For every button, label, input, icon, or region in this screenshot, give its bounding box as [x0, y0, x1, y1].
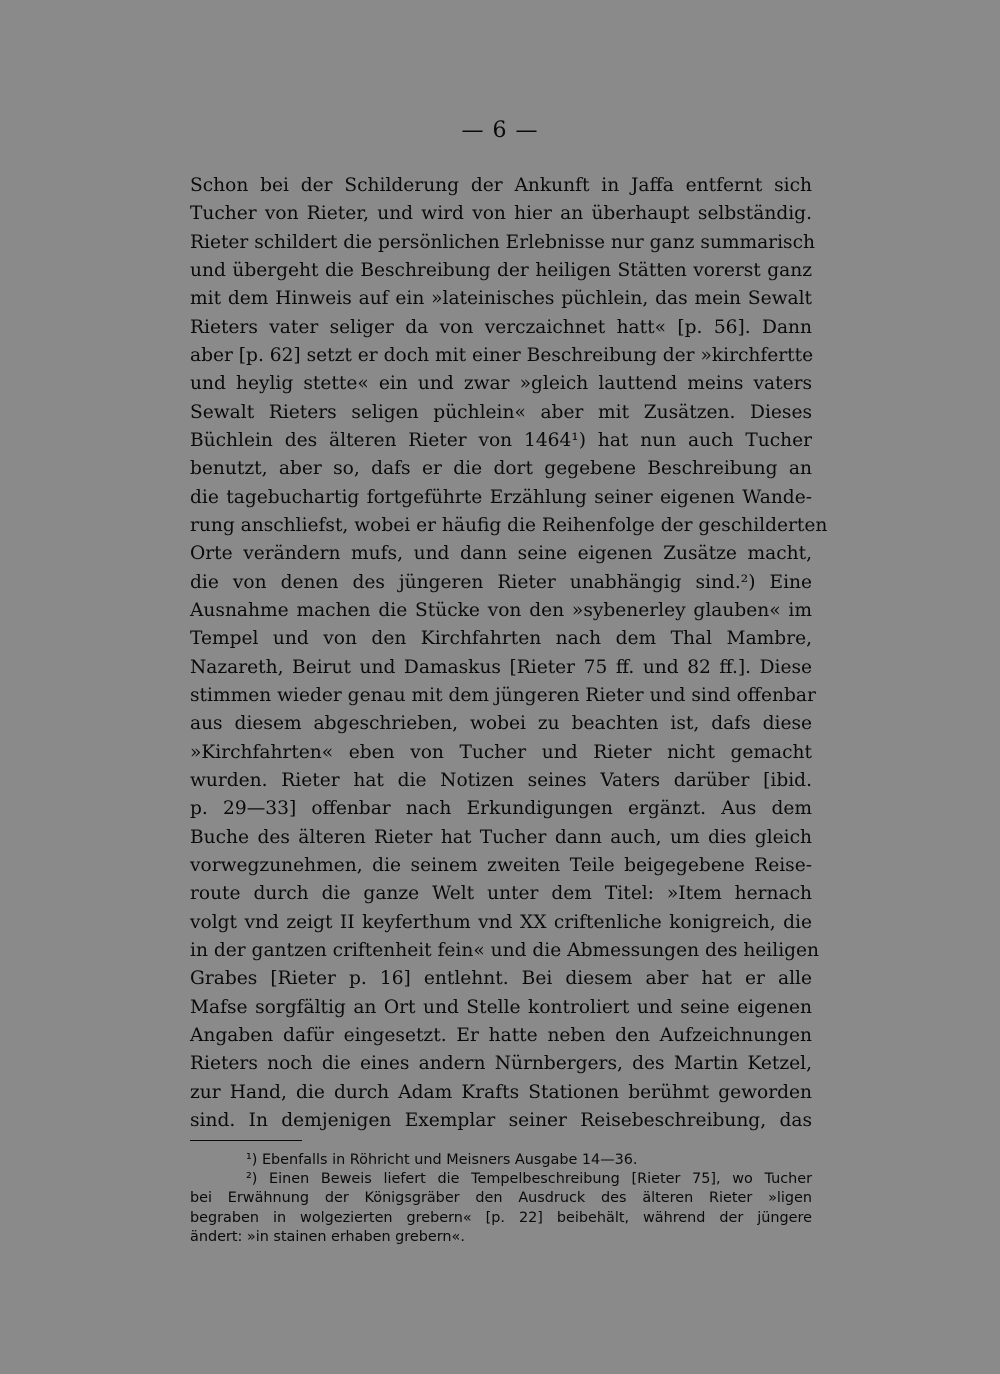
body-line: die tagebuchartig fortgeführte Erzählung seiner eigenen Wande- — [190, 486, 812, 508]
page-number: — 6 — — [461, 118, 539, 143]
body-line: Tucher von Rieter, und wird von hier an überhaupt selbständig. — [190, 203, 812, 225]
body-line: zur Hand, die durch Adam Krafts Stationen berühmt geworden — [190, 1081, 812, 1103]
footnote-2-line: begraben in wolgezierten grebern« [p. 22] beibehält, während der jüngere — [190, 1209, 812, 1226]
body-line: Angaben dafür eingesetzt. Er hatte neben den Aufzeichnungen — [190, 1024, 812, 1046]
body-line: »Kirchfahrten« eben von Tucher und Rieter nicht gemacht — [190, 741, 812, 763]
body-line: wurden. Rieter hat die Notizen seines Vaters darüber [ibid. — [190, 769, 812, 791]
body-line: benutzt, aber so, dafs er die dort gegebene Beschreibung an — [190, 458, 812, 480]
footnotes — [190, 1151, 812, 1247]
footnote-1: ¹) Ebenfalls in Röhricht und Meisners Ausgabe 14—36. — [246, 1152, 638, 1168]
body-line: volgt vnd zeigt II keyferthum vnd XX criftenliche konigreich, die — [190, 911, 812, 933]
body-text — [190, 172, 828, 1135]
footnote-rule — [190, 1140, 302, 1141]
body-line: aus diesem abgeschrieben, wobei zu beachten ist, dafs diese — [190, 713, 812, 735]
body-line: sind. In demjenigen Exemplar seiner Reisebeschreibung, das — [190, 1109, 812, 1131]
body-line: die von denen des jüngeren Rieter unabhängig sind.²) Eine — [190, 571, 812, 593]
body-line: Büchlein des älteren Rieter von 1464¹) hat nun auch Tucher — [190, 429, 812, 451]
body-line: Sewalt Rieters seligen püchlein« aber mit Zusätzen. Dieses — [190, 401, 812, 423]
body-line: Rieter schildert die persönlichen Erlebnisse nur ganz summarisch — [190, 231, 815, 253]
body-line: Grabes [Rieter p. 16] entlehnt. Bei diesem aber hat er alle — [190, 968, 812, 990]
body-line: Rieters vater seliger da von verczaichnet hatt« [p. 56]. Dann — [190, 316, 812, 338]
body-line: p. 29—33] offenbar nach Erkundigungen ergänzt. Aus dem — [190, 798, 812, 820]
body-line: Tempel und von den Kirchfahrten nach dem Thal Mambre, — [190, 628, 812, 650]
body-line: Nazareth, Beirut und Damaskus [Rieter 75 ff. und 82 ff.]. Diese — [190, 656, 812, 678]
body-line: Buche des älteren Rieter hat Tucher dann auch, um dies gleich — [190, 826, 812, 848]
body-line: aber [p. 62] setzt er doch mit einer Beschreibung der »kirchfertte — [190, 344, 814, 366]
body-line: Schon bei der Schilderung der Ankunft in Jaffa entfernt sich — [190, 175, 812, 196]
footnote-2-line: bei Erwähnung der Königsgräber den Ausdruck des älteren Rieter »ligen — [190, 1190, 812, 1207]
body-line: mit dem Hinweis auf ein »lateinisches püchlein, das mein Sewalt — [190, 288, 812, 310]
body-line: Ausnahme machen die Stücke von den »sybenerley glauben« im — [190, 599, 812, 621]
body-line: rung anschliefst, wobei er häufig die Reihenfolge der geschilderten — [190, 514, 828, 536]
body-line: und heylig stette« ein und zwar »gleich lauttend meins vaters — [190, 373, 812, 395]
footnote-2-line: ändert: »in stainen erhaben grebern«. — [190, 1228, 465, 1245]
body-line: Orte verändern mufs, und dann seine eigenen Zusätze macht, — [190, 543, 812, 565]
body-line: vorwegzunehmen, die seinem zweiten Teile beigegebene Reise- — [190, 854, 812, 876]
body-line: Rieters noch die eines andern Nürnbergers, des Martin Ketzel, — [190, 1053, 812, 1075]
body-line: in der gantzen criftenheit fein« und die Abmessungen des heiligen — [190, 939, 820, 961]
body-line: stimmen wieder genau mit dem jüngeren Rieter und sind offenbar — [190, 684, 816, 706]
body-line: Mafse sorgfältig an Ort und Stelle kontroliert und seine eigenen — [190, 996, 812, 1018]
footnote-2-line: ²) Einen Beweis liefert die Tempelbeschreibung [Rieter 75], wo Tucher — [246, 1171, 812, 1188]
body-line: route durch die ganze Welt unter dem Titel: »Item hernach — [190, 883, 812, 905]
body-line: und übergeht die Beschreibung der heiligen Stätten vorerst ganz — [190, 259, 812, 281]
